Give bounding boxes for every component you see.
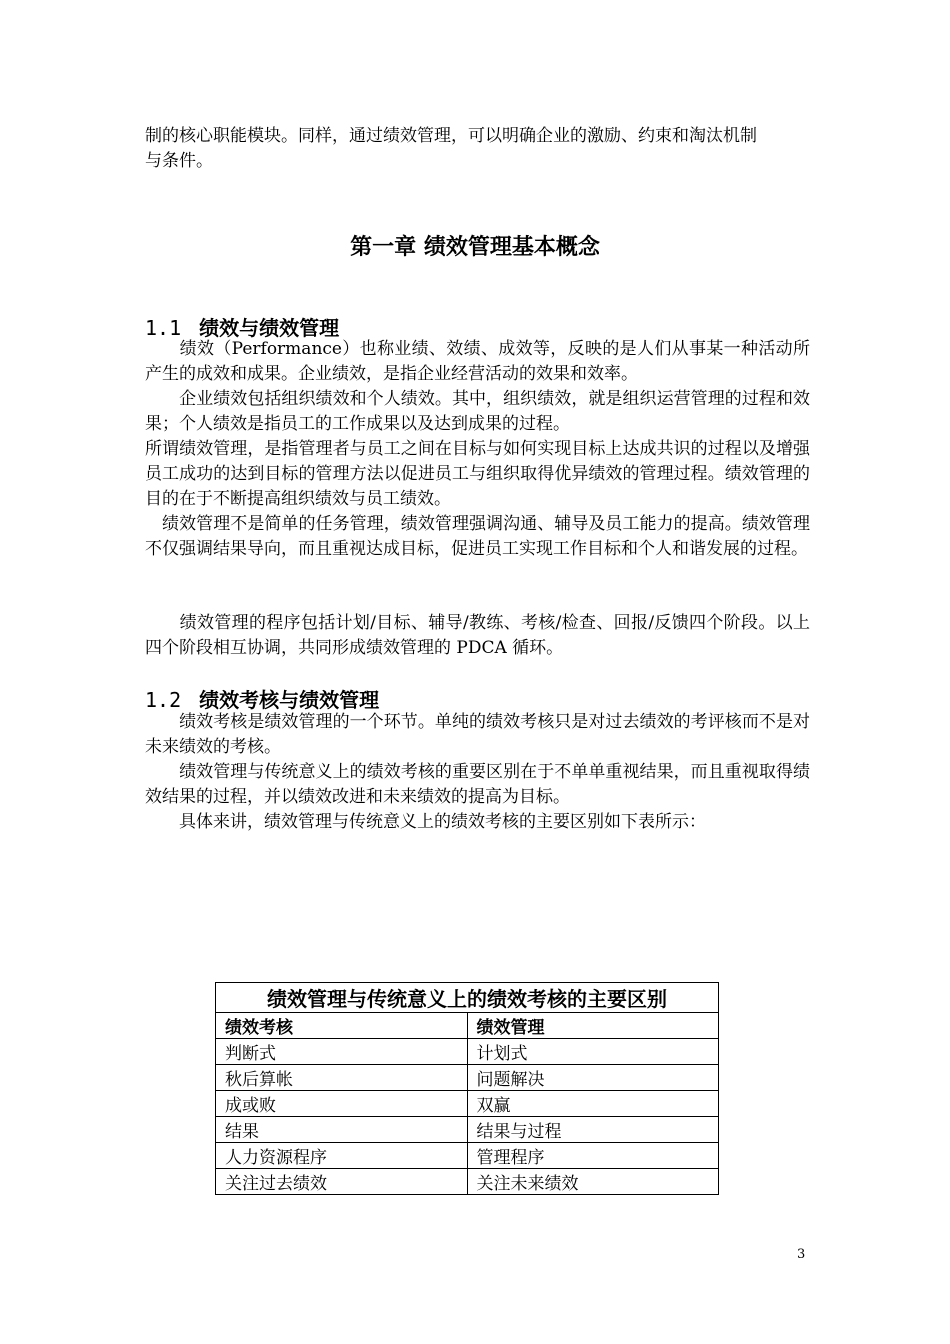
table-row (216, 1065, 719, 1091)
table-cell: 结果 (216, 1117, 468, 1143)
paragraph: 所谓绩效管理，是指管理者与员工之间在目标与如何实现目标上达成共识的过程以及增强员工成功的达到目标的管理方法以促进员工与组织取得优异绩效的管理过程。绩效管理的目的在于不断提高组织绩效与员工绩效。 (145, 439, 810, 509)
paragraph: 绩效管理与传统意义上的绩效考核的重要区别在于不单单重视结果，而且重视取得绩效结果的过程，并以绩效改进和未来绩效的提高为目标。 (145, 762, 810, 807)
paragraph: 绩效考核是绩效管理的一个环节。单纯的绩效考核只是对过去绩效的考评核而不是对未来绩效的考核。 (145, 712, 810, 757)
table-cell: 判断式 (216, 1039, 468, 1065)
paragraph: 绩效管理不是简单的任务管理，绩效管理强调沟通、辅导及员工能力的提高。绩效管理不仅强调结果导向，而且重视达成目标，促进员工实现工作目标和个人和谐发展的过程。 (145, 514, 810, 559)
paragraph: 绩效（Performance）也称业绩、效绩、成效等，反映的是人们从事某一种活动所产生的成效和成果。企业绩效，是指企业经营活动的效果和效率。 (145, 339, 810, 384)
table-cell: 关注过去绩效 (216, 1169, 468, 1195)
chapter-title: 第一章 绩效管理基本概念 (350, 235, 600, 260)
intro-line-1: 制的核心职能模块。同样，通过绩效管理，可以明确企业的激励、约束和淘汰机制 (145, 126, 757, 146)
table-cell: 秋后算帐 (216, 1065, 468, 1091)
paragraph: 企业绩效包括组织绩效和个人绩效。其中，组织绩效，就是组织运营管理的过程和效果；个人绩效是指员工的工作成果以及达到成果的过程。 (145, 389, 810, 434)
table-cell: 问题解决 (467, 1065, 719, 1091)
table-header-cell: 绩效考核 (216, 1013, 468, 1039)
table-cell: 双赢 (467, 1091, 719, 1117)
table-caption: 绩效管理与传统意义上的绩效考核的主要区别 (216, 983, 719, 1013)
paragraph: 具体来讲，绩效管理与传统意义上的绩效考核的主要区别如下表所示： (145, 812, 706, 832)
section-heading-1-2 (145, 684, 379, 713)
section-title: 绩效与绩效管理 (199, 316, 340, 340)
table-cell: 结果与过程 (467, 1117, 719, 1143)
table-cell: 管理程序 (467, 1143, 719, 1169)
table-cell: 计划式 (467, 1039, 719, 1065)
table-row (216, 1039, 719, 1065)
paragraph: 绩效管理的程序包括计划/目标、辅导/教练、考核/检查、回报/反馈四个阶段。以上四个阶段相互协调，共同形成绩效管理的 PDCA 循环。 (145, 613, 810, 658)
comparison-table (215, 982, 719, 1195)
section-number: 1.2 (145, 688, 182, 712)
table-header-cell: 绩效管理 (467, 1013, 719, 1039)
table-cell: 人力资源程序 (216, 1143, 468, 1169)
table-cell: 成或败 (216, 1091, 468, 1117)
section-title: 绩效考核与绩效管理 (199, 688, 380, 712)
intro-paragraph (145, 124, 810, 174)
table-row (216, 1143, 719, 1169)
table-cell: 关注未来绩效 (467, 1169, 719, 1195)
table-row (216, 1091, 719, 1117)
table-row (216, 1117, 719, 1143)
table-row (216, 1169, 719, 1195)
intro-line-2: 与条件。 (145, 151, 213, 171)
section-number: 1.1 (145, 316, 182, 340)
page-number: 3 (797, 1247, 806, 1262)
